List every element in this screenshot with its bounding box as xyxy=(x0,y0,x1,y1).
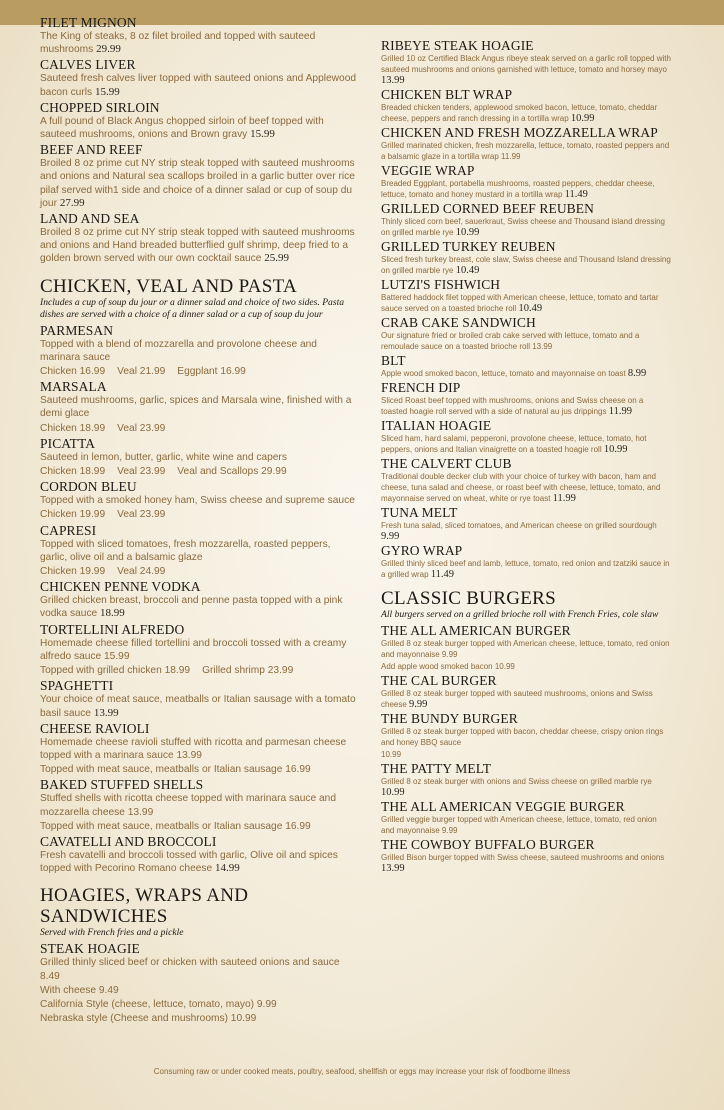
item-description xyxy=(40,494,358,507)
menu-item xyxy=(381,799,671,836)
menu-item xyxy=(381,380,671,417)
item-description xyxy=(381,53,671,86)
item-description xyxy=(40,30,358,56)
menu-item xyxy=(381,456,671,504)
item-name: CAPRESI xyxy=(40,522,97,538)
item-price: 10.49 xyxy=(518,303,543,314)
item-name: VEGGIE WRAP xyxy=(381,163,475,178)
menu-item xyxy=(40,834,358,875)
item-name: CORDON BLEU xyxy=(40,479,137,495)
item-name: GYRO WRAP xyxy=(381,543,463,558)
item-description xyxy=(40,693,358,719)
menu-item xyxy=(381,761,671,798)
item-description xyxy=(381,471,671,504)
menu-item xyxy=(381,623,671,672)
menu-item xyxy=(381,711,671,760)
item-name: SPAGHETTI xyxy=(40,678,114,694)
item-description-text: Sliced Roast beef topped with mushrooms, onions and Swiss cheese on a toasted hoagie roll served with a side of natural au jus drippings xyxy=(381,396,644,416)
item-description xyxy=(381,368,671,379)
item-description xyxy=(381,140,671,162)
item-name: FILET MIGNON xyxy=(40,15,137,30)
item-description xyxy=(381,330,671,352)
menu-item xyxy=(381,837,671,874)
price-option: Chicken 18.99 xyxy=(40,466,106,478)
menu-item xyxy=(40,379,358,435)
item-name: GRILLED CORNED BEEF REUBEN xyxy=(381,201,594,216)
item-price: 10.99 xyxy=(603,444,628,455)
item-description-text: Broiled 8 oz prime cut NY strip steak topped with sauteed mushrooms and onions and Hand breaded butterflied gulf shrimp, deep fried to a golden brown served with our own cocktail sauce xyxy=(40,227,355,265)
item-description-text: Breaded Eggplant, portabella mushrooms, roasted peppers, cheddar cheese, lettuce, tomato and honey mustard in a tortilla wrap xyxy=(381,179,655,199)
item-name: THE ALL AMERICAN VEGGIE BURGER xyxy=(381,799,625,814)
item-description xyxy=(40,226,358,266)
item-name: CALVES LIVER xyxy=(40,57,136,73)
item-description-text: Homemade cheese filled tortellini and broccoli tossed with a creamy alfredo sauce 15.99 xyxy=(40,637,347,662)
item-name: ITALIAN HOAGIE xyxy=(381,418,492,433)
item-description xyxy=(40,538,358,564)
menu-item xyxy=(381,353,671,379)
item-name: CRAB CAKE SANDWICH xyxy=(381,315,536,330)
item-description-text: Grilled Bison burger topped with Swiss cheese, sauteed mushrooms and onions xyxy=(381,853,665,862)
item-name: TORTELLINI ALFREDO xyxy=(40,621,185,637)
item-name: THE ALL AMERICAN BURGER xyxy=(381,623,571,638)
item-description-text: Apple wood smoked bacon, lettuce, tomato and mayonnaise on toast xyxy=(381,369,626,378)
item-price: 8.99 xyxy=(627,368,647,379)
item-description-text: Sauteed fresh calves liver topped with sauteed onions and Applewood bacon curls xyxy=(40,73,357,98)
item-option-line: Nebraska style (Cheese and mushrooms) 10.99 xyxy=(40,1013,257,1025)
item-price: 25.99 xyxy=(264,252,290,265)
price-option: Veal 23.99 xyxy=(117,422,166,434)
section-title: HOAGIES, WRAPS AND SANDWICHES xyxy=(40,885,249,928)
item-description-text: Sliced ham, hard salami, pepperoni, provolone cheese, lettuce, tomato, hot peppers, onions and Italian vinaigrette on a toasted hoagie roll xyxy=(381,434,647,454)
item-description-text: Sliced fresh turkey breast, cole slaw, Swiss cheese and Thousand Island dressing on grilled marble rye xyxy=(381,255,671,275)
item-description xyxy=(40,594,358,620)
item-price: 13.99 xyxy=(93,706,119,719)
price-option: Chicken 16.99 xyxy=(40,366,106,378)
menu-item xyxy=(381,125,671,162)
item-description xyxy=(40,736,358,762)
menu-item xyxy=(40,523,358,579)
item-name: TUNA MELT xyxy=(381,505,458,520)
price-option: Veal 24.99 xyxy=(117,566,166,578)
item-name: THE COWBOY BUFFALO BURGER xyxy=(381,837,595,852)
item-description-text: Sauteed in lemon, butter, garlic, white wine and capers xyxy=(40,451,287,463)
item-description xyxy=(381,638,671,660)
item-name: CHEESE RAVIOLI xyxy=(40,720,150,736)
item-description xyxy=(381,216,671,238)
item-description-text: Grilled 8 oz steak burger with onions and Swiss cheese on grilled marble rye xyxy=(381,777,652,786)
item-price: 15.99 xyxy=(250,128,275,141)
price-option: Chicken 19.99 xyxy=(40,509,106,521)
item-name: CHICKEN BLT WRAP xyxy=(381,87,513,102)
item-description-text: Grilled thinly sliced beef and lamb, lettuce, tomato, red onion and tzatziki sauce in a grilled wrap xyxy=(381,559,670,579)
price-option: Chicken 18.99 xyxy=(40,422,106,434)
item-description-text: Your choice of meat sauce, meatballs or Italian sausage with a tomato basil sauce xyxy=(40,694,356,719)
price-option: Eggplant 16.99 xyxy=(177,366,246,378)
item-description-text: Grilled 8 oz steak burger topped with bacon, cheddar cheese, crispy onion rings and honey BBQ sauce xyxy=(381,727,664,747)
item-price-options xyxy=(40,508,358,521)
menu-item xyxy=(40,678,358,719)
item-description xyxy=(381,254,671,276)
item-price: 10.49 xyxy=(455,265,480,276)
item-price: 11.49 xyxy=(430,569,455,580)
item-description-text: Grilled chicken breast, broccoli and penne pasta topped with a pink vodka sauce xyxy=(40,595,343,620)
menu-item xyxy=(381,201,671,238)
price-option: Topped with grilled chicken 18.99 xyxy=(40,665,191,677)
item-description xyxy=(40,956,358,982)
item-price-options xyxy=(40,820,358,833)
item-description-text: Grilled thinly sliced beef or chicken with sauteed onions and sauce 8.49 xyxy=(40,957,340,982)
item-description xyxy=(381,395,671,417)
menu-item xyxy=(40,941,358,1025)
item-description-text: Topped with a smoked honey ham, Swiss cheese and supreme sauce xyxy=(40,495,355,507)
menu-item xyxy=(381,163,671,200)
item-price-options xyxy=(40,422,358,435)
menu-item xyxy=(381,315,671,352)
menu-item xyxy=(381,543,671,580)
item-description-text: Topped with sliced tomatoes, fresh mozzarella, roasted peppers, garlic, olive oil and a balsamic glaze xyxy=(40,538,331,563)
item-price: 9.99 xyxy=(381,531,400,542)
item-price: 10.99 xyxy=(570,113,595,124)
item-name: BAKED STUFFED SHELLS xyxy=(40,777,204,793)
item-price: 29.99 xyxy=(96,43,121,56)
menu-item xyxy=(381,673,671,710)
item-price: 13.99 xyxy=(381,863,405,874)
menu-column-left xyxy=(40,15,358,1026)
item-description xyxy=(381,726,671,748)
menu-item xyxy=(40,57,358,98)
item-description-text: Battered haddock filet topped with American cheese, lettuce, tomato and tartar sauce served on a toasted brioche roll xyxy=(381,293,659,313)
item-description xyxy=(381,520,671,542)
item-description-text: A full pound of Black Angus chopped sirloin of beef topped with sauteed mushrooms, onions and Brown gravy xyxy=(40,115,324,141)
item-description xyxy=(381,852,671,874)
item-description xyxy=(40,849,358,875)
menu-item xyxy=(40,15,358,56)
menu-item xyxy=(40,436,358,478)
section-title: CLASSIC BURGERS xyxy=(381,588,557,609)
item-price-options xyxy=(40,763,358,776)
item-name: GRILLED TURKEY REUBEN xyxy=(381,239,556,254)
item-description-text: Traditional double decker club with your choice of turkey with bacon, ham and cheese, tuna salad and cheese, or roast beef with cheese, lettuce, tomato, and mayonnaise served on wheat, white or rye toast xyxy=(381,472,661,503)
menu-item xyxy=(381,87,671,124)
item-description-text: Grilled marinated chicken, fresh mozzarella, lettuce, tomato, roasted peppers and a balsamic glaze in a tortilla wrap 11.99 xyxy=(381,141,670,161)
price-option: Veal 23.99 xyxy=(117,466,166,478)
menu-item xyxy=(40,323,358,379)
item-price: 9.99 xyxy=(409,699,428,710)
menu-item xyxy=(381,239,671,276)
item-price: 18.99 xyxy=(100,607,125,620)
item-name: CHICKEN AND FRESH MOZZARELLA WRAP xyxy=(381,125,658,140)
item-price: 11.49 xyxy=(564,189,588,200)
price-option: Veal 23.99 xyxy=(117,509,166,521)
item-description-text: Broiled 8 oz prime cut NY strip steak topped with sauteed mushrooms and onions and Natural sea scallops broiled in a garlic butter over rice pilaf served with1 side and choice of a dinner salad or cup of soup du jour xyxy=(40,158,355,209)
item-description-text: Our signature fried or broiled crab cake served with lettuce, tomato and a remoulade sauce on a toasted brioche roll 13.99 xyxy=(381,331,640,351)
item-price-options xyxy=(40,565,358,578)
item-price: 11.99 xyxy=(552,493,576,504)
price-option: Grilled shrimp 23.99 xyxy=(202,665,294,677)
item-description-text: Grilled veggie burger topped with American cheese, lettuce, tomato, red onion and mayonnaise 9.99 xyxy=(381,815,657,835)
price-option: Chicken 19.99 xyxy=(40,566,106,578)
price-option: Veal 21.99 xyxy=(117,366,166,378)
item-description-text: Grilled 8 oz steak burger topped with American cheese, lettuce, tomato, red onion and mayonnaise 9.99 xyxy=(381,639,670,659)
item-description-text: Sauteed mushrooms, garlic, spices and Marsala wine, finished with a demi glace xyxy=(40,395,352,420)
item-name: PICATTA xyxy=(40,435,96,451)
item-price: 10.99 xyxy=(381,787,405,798)
menu-item xyxy=(40,142,358,210)
item-description-text: Fresh tuna salad, sliced tomatoes, and American cheese on grilled sourdough xyxy=(381,521,657,530)
section-note: All burgers served on a grilled brioche roll with French Fries, cole slaw xyxy=(381,609,659,620)
item-name: CAVATELLI AND BROCCOLI xyxy=(40,833,217,849)
item-description xyxy=(40,637,358,663)
item-price: 14.99 xyxy=(215,862,240,875)
item-description xyxy=(381,776,671,798)
item-description xyxy=(40,451,358,464)
section-note: Includes a cup of soup du jour or a dinner salad and choice of two sides. Pasta dishes are served with a choice of a dinner salad or a cup of soup du jour xyxy=(40,296,345,320)
item-description-text: Stuffed shells with ricotta cheese topped with marinara sauce and mozzarella cheese 13.99 xyxy=(40,793,336,818)
item-price: 13.99 xyxy=(381,75,405,86)
item-name: THE BUNDY BURGER xyxy=(381,711,518,726)
item-price: 15.99 xyxy=(94,85,120,98)
item-option-line: Add apple wood smoked bacon 10.99 xyxy=(381,662,515,671)
menu-item xyxy=(40,579,358,620)
item-name: MARSALA xyxy=(40,379,107,395)
item-name: THE CAL BURGER xyxy=(381,673,497,688)
item-description-text: Thinly sliced corn beef, sauerkraut, Swiss cheese and Thousand island dressing on grilled marble rye xyxy=(381,217,666,237)
item-description-text: The King of steaks, 8 oz filet broiled and topped with sauteed mushrooms xyxy=(40,31,316,56)
item-name: LAND AND SEA xyxy=(40,211,140,227)
item-name: THE CALVERT CLUB xyxy=(381,456,512,471)
menu-column-right xyxy=(381,38,671,875)
section-title: CHICKEN, VEAL AND PASTA xyxy=(40,275,297,297)
item-description xyxy=(40,72,358,98)
item-name: RIBEYE STEAK HOAGIE xyxy=(381,38,534,53)
item-description xyxy=(381,433,671,455)
price-option: Veal and Scallops 29.99 xyxy=(177,466,287,478)
item-option-line: With cheese 9.49 xyxy=(40,984,119,996)
menu-item xyxy=(40,622,358,678)
menu-item xyxy=(40,211,358,266)
item-description xyxy=(381,814,671,836)
item-name: FRENCH DIP xyxy=(381,380,461,395)
item-description-text: Breaded chicken tenders, applewood smoked bacon, lettuce, tomato, cheddar cheese, peppers and ranch dressing in a tortilla wrap xyxy=(381,103,658,123)
item-name: THE PATTY MELT xyxy=(381,761,492,776)
item-description-text: Grilled 8 oz steak burger topped with sauteed mushrooms, onions and Swiss cheese xyxy=(381,689,653,709)
foodborne-disclaimer: Consuming raw or under cooked meats, poultry, seafood, shellfish or eggs may increase your risk of foodborne illness xyxy=(153,1067,571,1076)
menu-item xyxy=(381,418,671,455)
menu-item xyxy=(40,777,358,833)
item-description xyxy=(40,338,358,364)
item-description xyxy=(381,292,671,314)
item-name: PARMESAN xyxy=(40,322,114,338)
item-price: 10.99 xyxy=(455,227,480,238)
item-price: 27.99 xyxy=(59,196,85,209)
item-description-text: Topped with a blend of mozzarella and provolone cheese and marinara sauce xyxy=(40,338,317,363)
price-option: Topped with meat sauce, meatballs or Italian sausage 16.99 xyxy=(40,764,311,776)
item-description-text: Grilled 10 oz Certified Black Angus ribeye steak served on a garlic roll topped with sauteed mushrooms and onions garnished with lettuce, tomato and horsey mayo xyxy=(381,54,671,74)
item-name: CHOPPED SIRLOIN xyxy=(40,99,160,115)
item-description xyxy=(381,558,671,580)
menu-item xyxy=(381,38,671,86)
menu-item xyxy=(40,100,358,141)
item-price-options xyxy=(40,664,358,677)
section-note: Served with French fries and a pickle xyxy=(40,927,184,939)
item-price: 11.99 xyxy=(608,406,632,417)
item-description xyxy=(381,178,671,200)
item-name: STEAK HOAGIE xyxy=(40,941,140,957)
menu-item xyxy=(381,277,671,314)
item-description xyxy=(381,688,671,710)
item-name: LUTZI'S FISHWICH xyxy=(381,277,501,292)
menu-item xyxy=(40,721,358,777)
item-description xyxy=(40,115,358,141)
item-price-options xyxy=(40,465,358,478)
item-description xyxy=(40,792,358,818)
item-description xyxy=(40,394,358,420)
item-name: CHICKEN PENNE VODKA xyxy=(40,579,201,595)
item-name: BLT xyxy=(381,353,406,368)
item-option-line: 10.99 xyxy=(381,750,402,759)
item-option-line: California Style (cheese, lettuce, tomato, mayo) 9.99 xyxy=(40,998,277,1010)
item-description xyxy=(40,157,358,210)
item-description-text: Homemade cheese ravioli stuffed with ricotta and parmesan cheese topped with a marinara sauce 13.99 xyxy=(40,736,347,761)
item-description xyxy=(381,102,671,124)
item-price-options xyxy=(40,365,358,378)
item-name: BEEF AND REEF xyxy=(40,142,143,158)
item-description-text: Fresh cavatelli and broccoli tossed with garlic, Olive oil and spices topped with Pecorino Romano cheese xyxy=(40,849,338,875)
menu-item xyxy=(381,505,671,542)
price-option: Topped with meat sauce, meatballs or Italian sausage 16.99 xyxy=(40,820,311,832)
menu-item xyxy=(40,479,358,521)
